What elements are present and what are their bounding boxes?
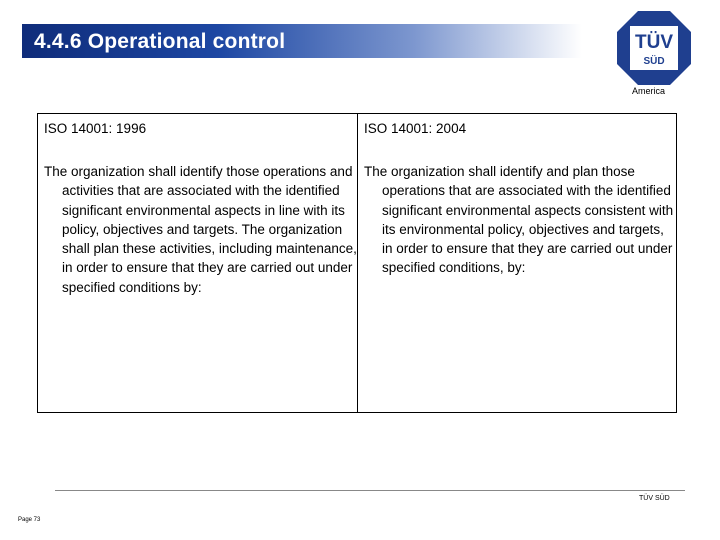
tuv-sud-octagon-icon bbox=[616, 10, 692, 86]
column-1996 bbox=[38, 114, 357, 412]
footer-divider bbox=[55, 490, 685, 491]
logo-main-text: TÜV bbox=[635, 32, 673, 53]
column-2004 bbox=[358, 114, 676, 412]
column-text-2004: The organization shall identify and plan those operations that are associated with the identified significant environmental aspects consistent with its environmental policy, objectives and targets, in order to ensure that they are carried out under specified conditions, by: bbox=[364, 164, 674, 276]
tuv-sud-logo bbox=[616, 10, 692, 86]
logo-inner-text: SÜD bbox=[643, 56, 665, 67]
page-number: Page 73 bbox=[18, 517, 41, 523]
page-title: 4.4.6 Operational control bbox=[34, 30, 286, 53]
column-heading-2004: ISO 14001: 2004 bbox=[364, 121, 467, 136]
comparison-table bbox=[37, 113, 677, 413]
logo-subtitle: America bbox=[632, 86, 666, 96]
column-text-1996: The organization shall identify those operations and activities that are associated with the identified significant environmental aspects in line with its policy, objectives and targets. The organization shall plan these activities, including maintenance, in order to ensure that they are carried out under specified conditions by: bbox=[44, 164, 357, 295]
column-heading-1996: ISO 14001: 1996 bbox=[44, 121, 147, 136]
footer-brand: TÜV SÜD bbox=[639, 495, 670, 502]
